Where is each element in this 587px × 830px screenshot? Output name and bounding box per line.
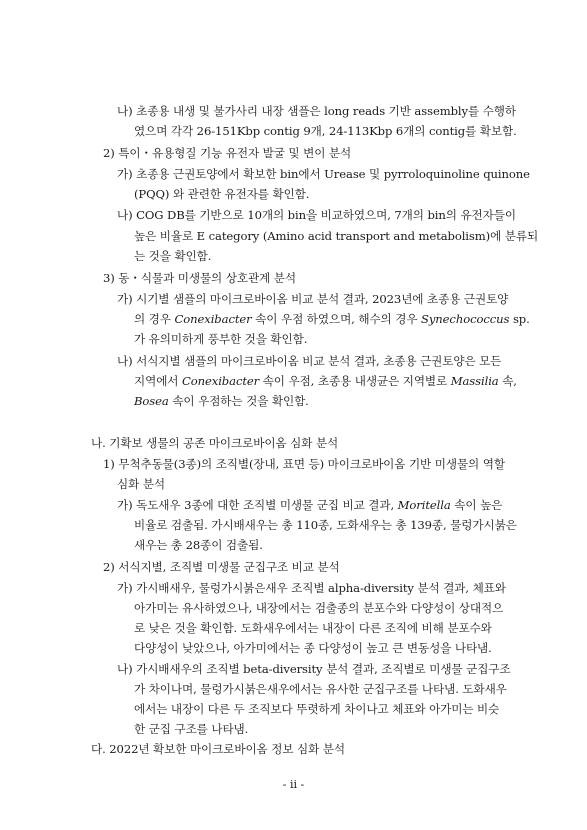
text-line: 나) 가시배새우의 조직별 beta-diversity 분석 결과, 조직별로 미생물 군집구조	[117, 662, 511, 676]
text-span: 속이 우점, 초종용 내생균은 지역별로	[259, 374, 451, 388]
section-heading: 1) 무척추동물(3종)의 조직별(장내, 표면 등) 마이크로바이옴 기반 미생물의 역할	[103, 457, 505, 471]
section-heading: 3) 동・식물과 미생물의 상호관계 분석	[103, 271, 296, 285]
text-span: 속이 우점하는 것을 확인함.	[168, 394, 309, 408]
text-line: 새우는 총 28종이 검출됨.	[134, 538, 263, 552]
text-line: (PQQ) 와 관련한 유전자를 확인함.	[134, 187, 310, 201]
text-line: 한 군집 구조를 나타냄.	[134, 722, 249, 736]
genus-name: Conexibacter	[174, 312, 252, 326]
text-line: 비율로 검출됨. 가시배새우는 총 110종, 도화새우는 총 139종, 물렁가시붉은	[134, 518, 517, 532]
chapter-heading: 다. 2022년 확보한 마이크로바이옴 정보 심화 분석	[91, 742, 345, 756]
text-span: 속,	[498, 374, 517, 388]
text-line: 로 낮은 것을 확인함. 도화새우에서는 내장이 다른 조직에 비해 분포수와	[134, 621, 492, 635]
text-line: 가) 시기별 샘플의 마이크로바이옴 비교 분석 결과, 2023년에 초종용 근권토양	[117, 292, 509, 306]
section-heading: 심화 분석	[117, 477, 165, 491]
section-heading: 2) 서식지별, 조직별 미생물 군집구조 비교 분석	[103, 560, 340, 574]
text-line: 는 것을 확인함.	[134, 249, 212, 263]
text-line: 나) COG DB를 기반으로 10개의 bin을 비교하였으며, 7개의 bin의 유전자들이	[117, 208, 516, 222]
text-span: 의 경우	[134, 312, 175, 326]
text-line: 가 차이나며, 물렁가시붉은새우에서는 유사한 군집구조를 나타냄. 도화새우	[134, 682, 507, 696]
text-span: 가) 독도새우 3종에 대한 조직별 미생물 군집 비교 결과,	[117, 498, 398, 512]
text-line	[134, 373, 517, 389]
text-line	[134, 311, 530, 327]
text-line: 높은 비율로 E category (Amino acid transport and metabolism)에 분류되	[134, 229, 539, 243]
text-line: 였으며 각각 26-151Kbp contig 9개, 24-113Kbp 6개의 contig를 확보함.	[134, 124, 517, 138]
text-line: 나) 초종용 내생 및 불가사리 내장 샘플은 long reads 기반 assembly를 수행하	[117, 104, 516, 118]
text-line: 다양성이 낮았으나, 아가미에서는 종 다양성이 높고 큰 변동성을 나타냄.	[134, 641, 492, 655]
chapter-heading: 나. 기확보 생물의 공존 마이크로바이옴 심화 분석	[91, 436, 339, 450]
text-line: 가) 가시배새우, 물렁가시붉은새우 조직별 alpha-diversity 분석 결과, 체표와	[117, 581, 506, 595]
text-line: 나) 서식지별 샘플의 마이크로바이옴 비교 분석 결과, 초종용 근권토양은 모든	[117, 354, 502, 368]
text-line	[117, 497, 502, 513]
genus-name: Moritella	[397, 498, 451, 512]
text-line: 아가미는 유사하였으나, 내장에서는 검출종의 분포수와 다양성이 상대적으	[134, 601, 504, 615]
text-span: sp.	[509, 312, 530, 326]
text-line: 에서는 내장이 다른 두 조직보다 뚜렷하게 차이나고 체표와 아가미는 비슷	[134, 702, 500, 716]
genus-name: Synechococcus	[421, 312, 510, 326]
genus-name: Conexibacter	[181, 374, 260, 388]
text-line: 가) 초종용 근권토양에서 확보한 bin에서 Urease 및 pyrroloquinoline quinone	[117, 167, 530, 181]
page-number: - ii -	[282, 778, 305, 791]
section-heading: 2) 특이・유용형질 기능 유전자 발굴 및 변이 분석	[103, 146, 352, 160]
genus-name: Massilia	[450, 374, 499, 388]
genus-name: Bosea	[134, 394, 169, 408]
text-span: 속이 높은	[450, 498, 503, 512]
text-line: 가 유의미하게 풍부한 것을 확인함.	[134, 332, 308, 346]
text-span: 속이 우점 하였으며, 해수의 경우	[251, 312, 422, 326]
text-span: 지역에서	[134, 374, 182, 388]
text-line	[134, 393, 309, 409]
